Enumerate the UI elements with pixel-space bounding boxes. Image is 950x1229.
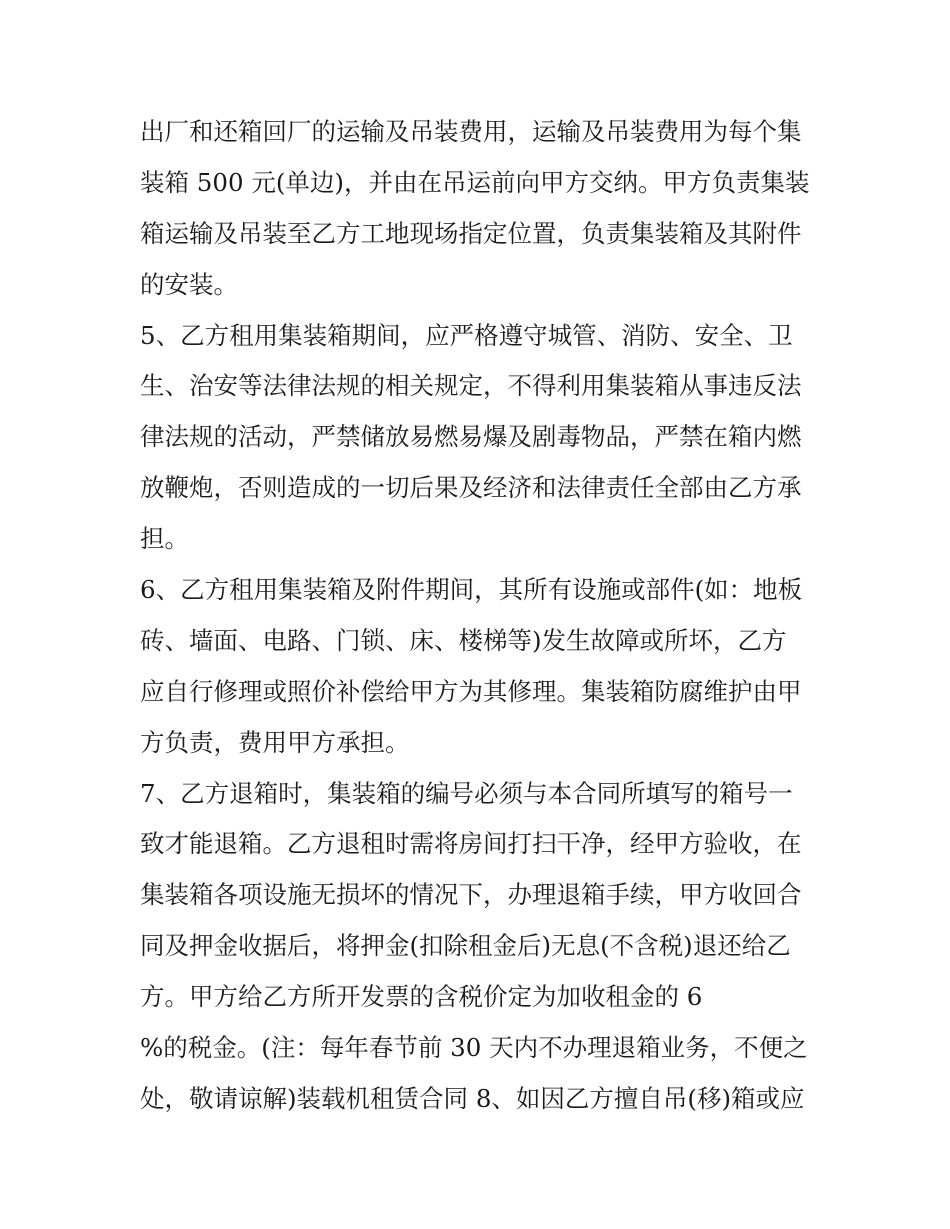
text-line: 砖、墙面、电路、门锁、床、楼梯等)发生故障或所坏，乙方 <box>140 625 787 655</box>
text-line: 方负责，费用甲方承担。 <box>140 727 410 757</box>
clause-7-line: 7、乙方退箱时，集装箱的编号必须与本合同所填写的箱号一 <box>140 778 793 808</box>
contract-text-body <box>140 107 830 1125</box>
text-line: 方。甲方给乙方所开发票的含税价定为加收租金的 6 <box>140 982 703 1012</box>
clause-6-line: 6、乙方租用集装箱及附件期间，其所有设施或部件(如：地板 <box>140 575 803 605</box>
text-line: 应自行修理或照价补偿给甲方为其修理。集装箱防腐维护由甲 <box>140 676 802 706</box>
text-line: 箱运输及吊装至乙方工地现场指定位置，负责集装箱及其附件 <box>140 218 802 248</box>
clause-5-line: 5、乙方租用集装箱期间，应严格遵守城管、消防、安全、卫 <box>140 320 793 350</box>
text-line: 致才能退箱。乙方退租时需将房间打扫干净，经甲方验收，在 <box>140 829 802 859</box>
text-line: 处，敬请谅解)装载机租赁合同 8、如因乙方擅自吊(移)箱或应 <box>140 1083 805 1113</box>
text-line: 律法规的活动，严禁储放易燃易爆及剧毒物品，严禁在箱内燃 <box>140 422 802 452</box>
text-line: 担。 <box>140 524 189 554</box>
text-line: 放鞭炮，否则造成的一切后果及经济和法律责任全部由乙方承 <box>140 473 802 503</box>
text-line: 装箱 500 元(单边)，并由在吊运前向甲方交纳。甲方负责集装 <box>140 167 810 197</box>
text-line: 生、治安等法律法规的相关规定，不得利用集装箱从事违反法 <box>140 371 802 401</box>
text-line: 同及押金收据后，将押金(扣除租金后)无息(不含税)退还给乙 <box>140 931 791 961</box>
text-line: %的税金。(注：每年春节前 30 天内不办理退箱业务，不便之 <box>140 1033 808 1063</box>
text-line: 的安装。 <box>140 269 238 299</box>
text-line: 出厂和还箱回厂的运输及吊装费用，运输及吊装费用为每个集 <box>140 117 802 146</box>
text-line: 集装箱各项设施无损坏的情况下，办理退箱手续，甲方收回合 <box>140 880 802 910</box>
